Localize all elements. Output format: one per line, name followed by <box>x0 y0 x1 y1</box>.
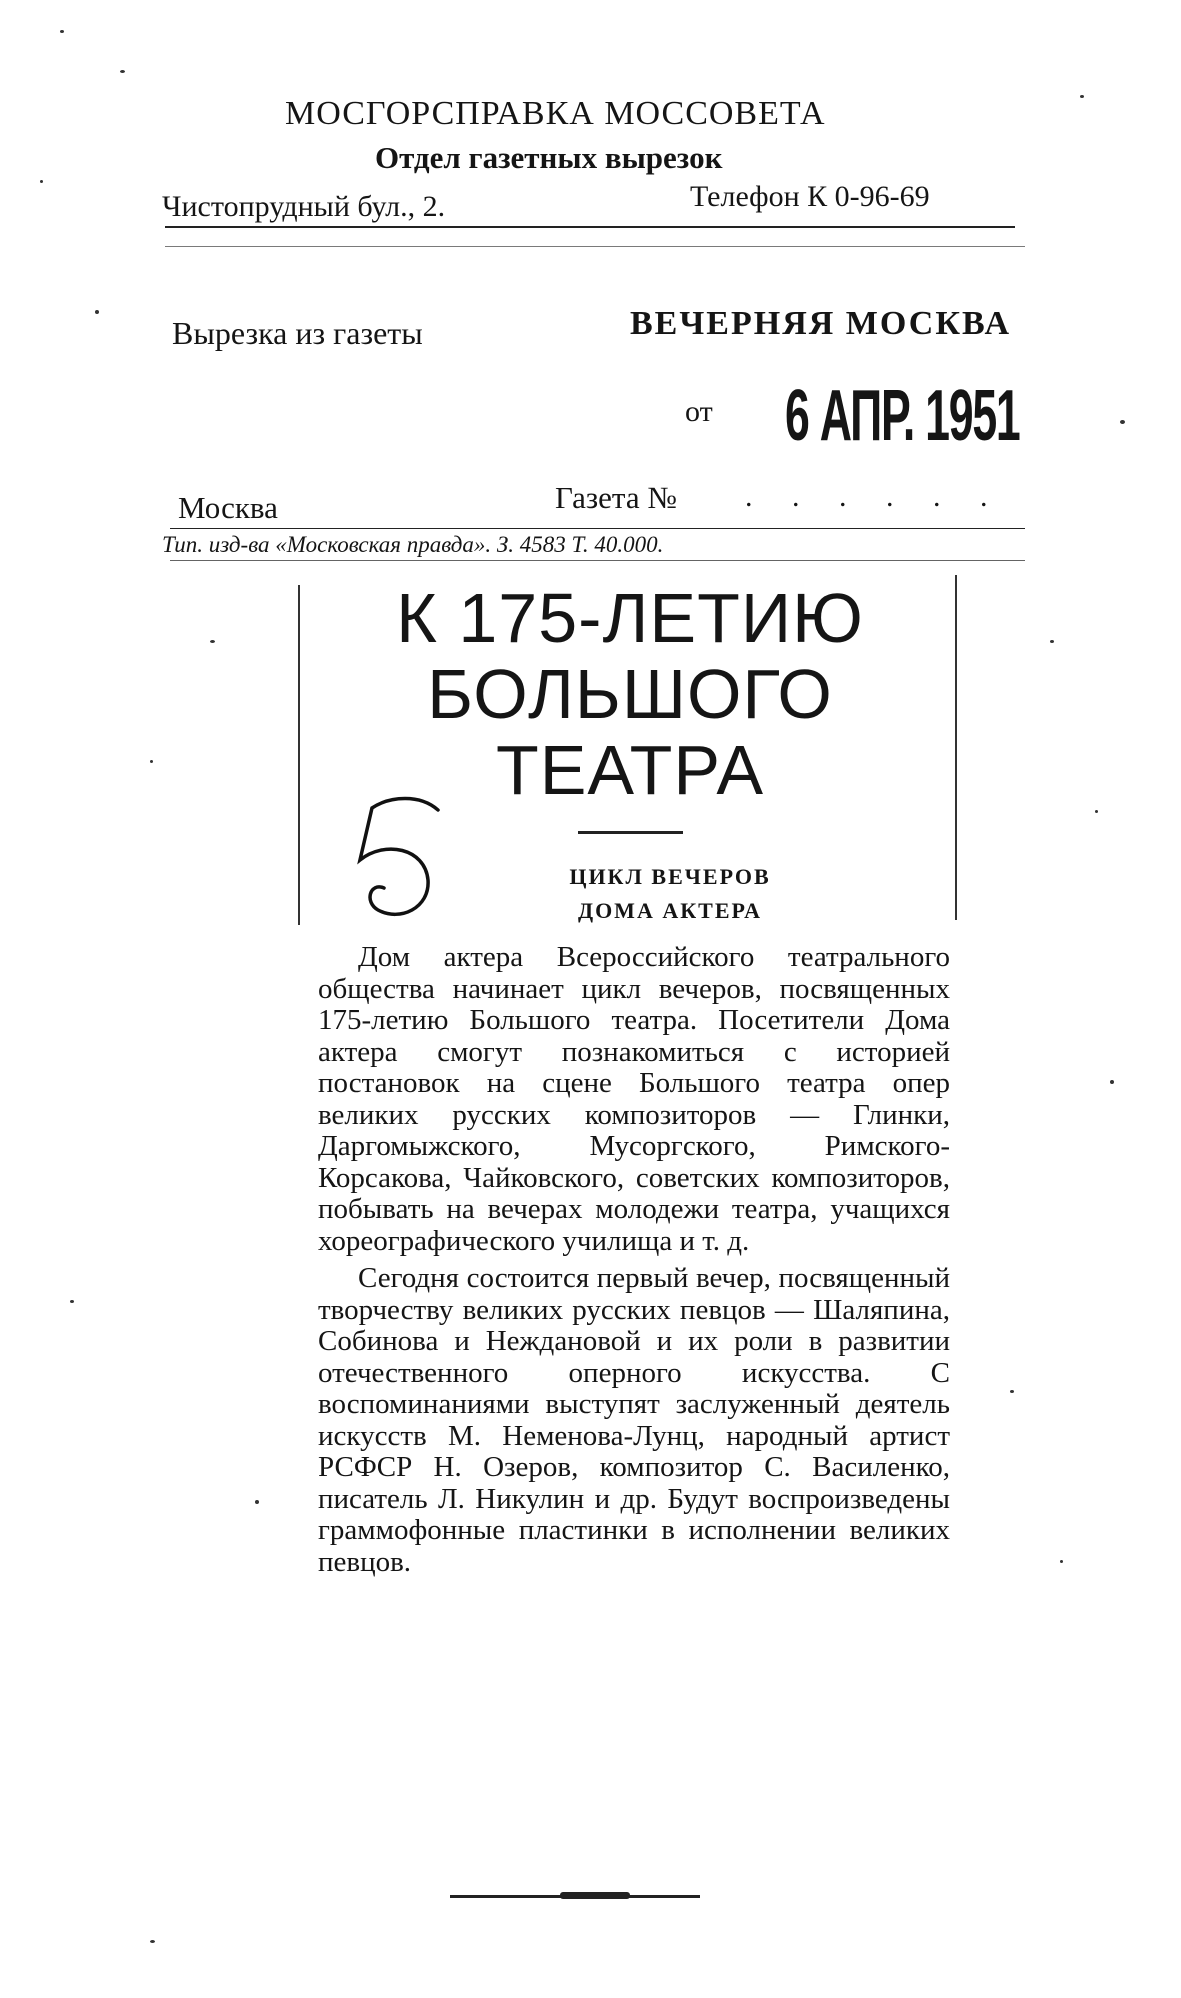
print-info-underline <box>170 560 1025 561</box>
article-paragraph-1: Дом актера Всероссийского театрального общества начинает цикл вечеров, посвященных 175-летию Большого театра. Посетители Дома актера смогут познакомиться с историей постановок на сцене Большого театра опер великих русских композиторов — Глинки, Даргомыжского, Мусоргского, Римского-Корсакова, Чайковского, советских композиторов, побывать на вечерах молодежи театра, учащихся хореографического училища и т. д. <box>318 941 950 1257</box>
subhead-line-1: ЦИКЛ ВЕЧЕРОВ <box>569 864 771 889</box>
paper-speck <box>1080 95 1084 98</box>
article-headline <box>300 580 960 808</box>
article-end-rule-bold <box>560 1892 630 1899</box>
subhead-line-2: ДОМА АКТЕРА <box>577 898 763 923</box>
print-info: Тип. изд-ва «Московская правда». З. 4583 Т. 40.000. <box>162 532 664 557</box>
paper-speck <box>1060 1560 1063 1563</box>
city-label: Москва <box>178 490 278 525</box>
header-divider <box>165 226 1015 228</box>
paper-speck <box>1110 1080 1114 1084</box>
paper-speck <box>60 30 64 33</box>
date-prefix: от <box>685 395 713 428</box>
article-paragraph-2: Сегодня состоится первый вечер, посвященный творчеству великих русских певцов — Шаляпина, Собинова и Неждановой и их роли в развитии отечественного оперного искусства. С воспоминаниями выступят заслуженный деятель искусств М. Неменова-Лунц, народный артист РСФСР Н. Озеров, композитор С. Василенко, писатель Л. Никулин и др. Будут воспроизведены граммофонные пластинки в исполнении великих певцов. <box>318 1262 950 1578</box>
agency-title: МОСГОРСПРАВКА МОССОВЕТА <box>285 95 826 132</box>
paper-speck <box>150 1940 155 1943</box>
clipping-label: Вырезка из газеты <box>172 315 423 351</box>
paper-speck <box>150 760 153 763</box>
date-stamp: 6 АПР. 1951 <box>785 376 1020 456</box>
paper-speck <box>1050 640 1054 643</box>
paper-speck <box>1095 810 1098 813</box>
print-info-divider <box>170 528 1025 529</box>
header-divider-2 <box>165 246 1025 247</box>
agency-address: Чистопрудный бул., 2. <box>162 190 446 223</box>
paper-speck <box>1010 1390 1014 1393</box>
headline-divider <box>578 831 683 834</box>
headline-line-3: ТЕАТРА <box>495 731 765 809</box>
paper-speck <box>1120 420 1125 424</box>
agency-phone: Телефон К 0-96-69 <box>690 180 930 213</box>
headline-line-2: БОЛЬШОГО <box>427 655 833 733</box>
headline-line-1: К 175-ЛЕТИЮ <box>396 579 864 657</box>
article-body <box>318 942 950 1578</box>
issue-number-dots: . . . . . . <box>745 480 1004 513</box>
issue-label: Газета № <box>555 480 677 515</box>
paper-speck <box>210 640 215 643</box>
paper-speck <box>40 180 43 183</box>
paper-speck <box>255 1500 259 1504</box>
article-subhead <box>430 860 910 928</box>
paper-speck <box>95 310 99 314</box>
newspaper-name: ВЕЧЕРНЯЯ МОСКВА <box>630 305 1012 342</box>
paper-speck <box>70 1300 74 1303</box>
department-title: Отдел газетных вырезок <box>375 140 723 175</box>
paper-speck <box>120 70 125 73</box>
